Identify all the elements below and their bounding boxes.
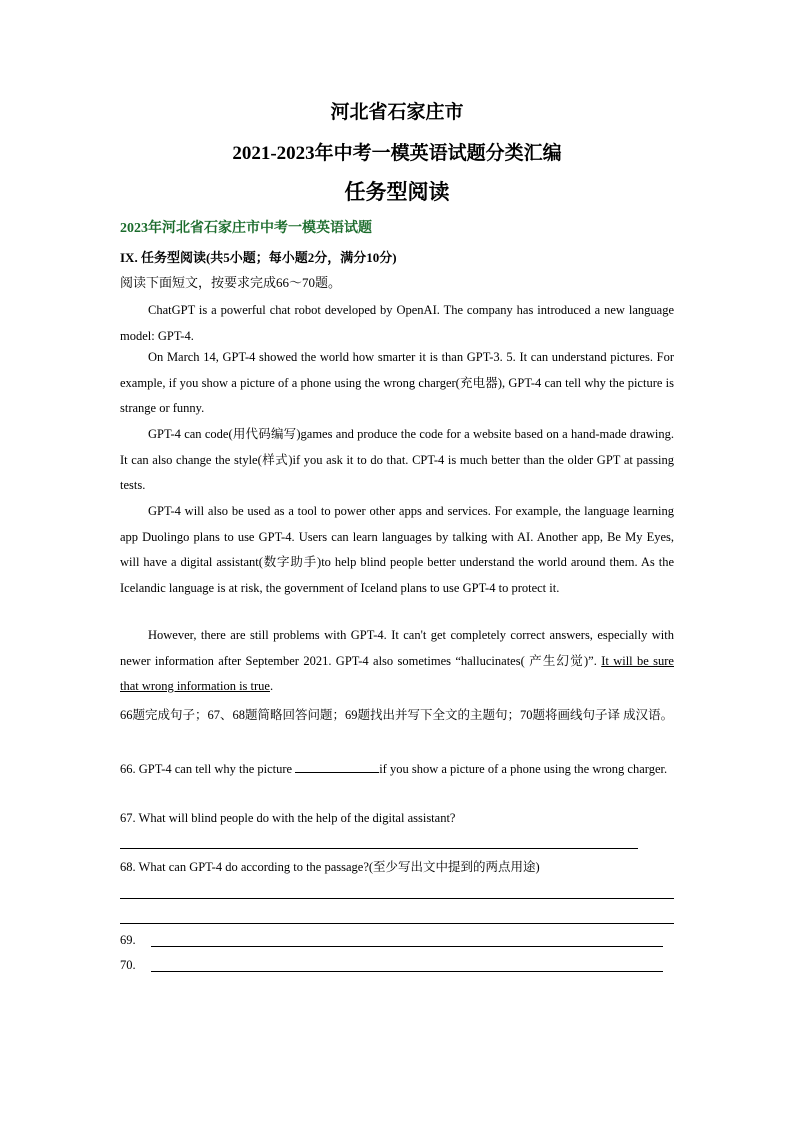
answer-line-70[interactable]	[151, 971, 663, 972]
answer-blank-66[interactable]	[295, 760, 379, 773]
passage-paragraph-5	[120, 623, 674, 700]
question-66-text-b: if you show a picture of a phone using the wrong charger.	[379, 762, 668, 776]
answer-line-67[interactable]	[120, 848, 638, 849]
passage-paragraph-1: ChatGPT is a powerful chat robot developed by OpenAI. The company has introduced a new language model: GPT-4.	[120, 303, 674, 343]
task-requirements: 66题完成句子；67、68题简略回答问题；69题找出并写下全文的主题句；70题将画线句子译 成汉语。	[120, 708, 674, 722]
underlined-sentence: It will be sure that wrong information is true	[120, 653, 674, 693]
topic-title: 任务型阅读	[344, 180, 450, 204]
passage-paragraph-3: GPT-4 can code(用代码编写)games and produce the code for a website based on a hand-made drawing. It can also change the style(样式)if you ask it to do that. CPT-4 is much better than the older GPT at passing tests.	[120, 427, 674, 492]
question-69-number: 69.	[120, 933, 136, 947]
answer-line-68-a[interactable]	[120, 898, 674, 899]
question-67: 67. What will blind people do with the help of the digital assistant?	[120, 811, 456, 825]
question-66	[120, 757, 674, 781]
instruction: 阅读下面短文，按要求完成66～70题。	[120, 275, 342, 290]
question-70-number: 70.	[120, 958, 136, 972]
answer-line-69[interactable]	[151, 946, 663, 947]
subsection-heading: IX. 任务型阅读(共5小题；每小题2分，满分10分)	[120, 250, 397, 265]
question-68: 68. What can GPT-4 do according to the passage?(至少写出文中提到的两点用途)	[120, 860, 540, 874]
answer-line-68-b[interactable]	[120, 923, 674, 924]
page-subtitle: 2021-2023年中考一模英语试题分类汇编	[232, 143, 562, 164]
paragraph-5-text: However, there are still problems with GPT-4. It can't get completely correct answers, especially with newer information after September 2021. GPT-4 also sometimes “hallucinates( 产生幻觉)”.	[120, 628, 674, 668]
passage-paragraph-4: GPT-4 will also be used as a tool to power other apps and services. For example, the language learning app Duolingo plans to use GPT-4. Users can learn languages by talking with AI. Another app, Be My Eyes, will have a digital assistant(数字助手)to help blind people better understand the world around them. As the Icelandic language is at risk, the government of Iceland plans to use GPT-4 to protect it.	[120, 504, 674, 595]
page-title: 河北省石家庄市	[330, 102, 464, 123]
section-title: 2023年河北省石家庄市中考一模英语试题	[120, 221, 372, 236]
passage-paragraph-2: On March 14, GPT-4 showed the world how smarter it is than GPT-3. 5. It can understand pictures. For example, if you show a picture of a phone using the wrong charger(充电器), GPT-4 can tell why the picture is strange or funny.	[120, 350, 674, 415]
question-66-text-a: 66. GPT-4 can tell why the picture	[120, 762, 296, 776]
paragraph-5-end: .	[269, 679, 274, 693]
